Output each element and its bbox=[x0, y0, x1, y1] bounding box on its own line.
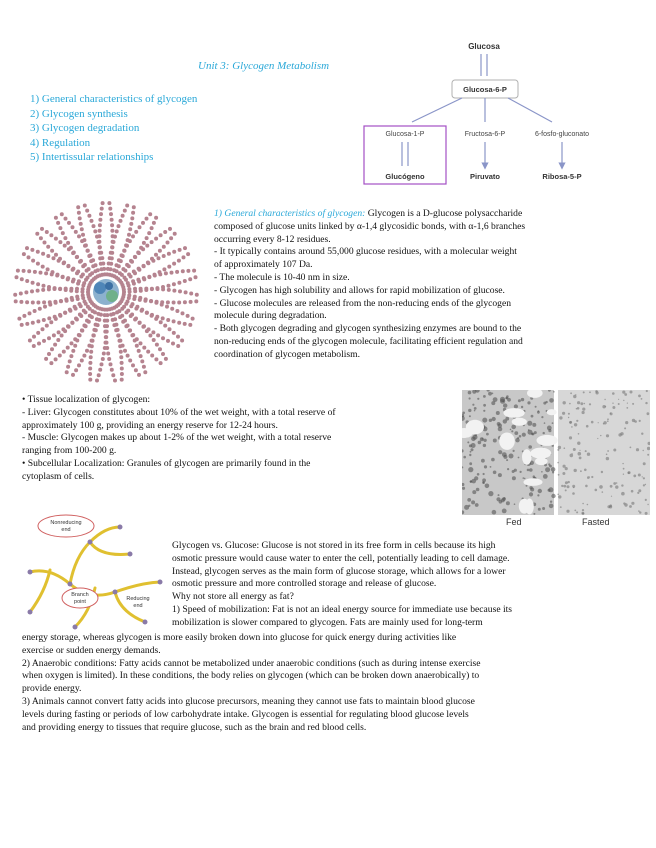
liver-micrograph bbox=[462, 390, 650, 532]
paragraph-line: coordination of glycogen metabolism. bbox=[214, 348, 361, 360]
paragraph-line: mobilization is slower compared to glycogen. Fats are mainly used for long-term bbox=[172, 616, 483, 628]
toc-item: 4) Regulation bbox=[30, 136, 91, 149]
svg-text:point: point bbox=[74, 599, 86, 605]
toc-item: 2) Glycogen synthesis bbox=[30, 107, 128, 120]
paragraph-line: non-reducing ends of the glycogen molecule, facilitating efficient regulation and bbox=[214, 335, 523, 347]
paragraph-line: molecule during degradation. bbox=[214, 310, 327, 322]
paragraph-line: - Glucose molecules are released from the non-reducing ends of the glycogen bbox=[214, 297, 512, 309]
flow-node-f6p: Fructosa-6-P bbox=[464, 131, 506, 138]
micrograph-label-fed: Fed bbox=[506, 517, 522, 527]
paragraph-line: • Tissue localization of glycogen: bbox=[22, 394, 151, 405]
section-general-characteristics bbox=[214, 208, 632, 362]
paragraph-line: of approximately 107 Da. bbox=[214, 259, 313, 271]
paragraph-line: occurring every 8-12 residues. bbox=[214, 233, 331, 245]
paragraph-line: - Muscle: Glycogen makes up about 1-2% of the wet weight, with a total reserve bbox=[22, 432, 332, 444]
flow-node-glucogeno: Glucógeno bbox=[385, 172, 425, 181]
section-glycogen-vs-glucose bbox=[172, 540, 630, 630]
paragraph-line: Why not store all energy as fat? bbox=[172, 591, 294, 603]
toc-item: 1) General characteristics of glycogen bbox=[30, 93, 198, 105]
flow-node-g1p: Glucosa-1-P bbox=[385, 131, 425, 138]
flow-node-piruvato: Piruvato bbox=[469, 172, 501, 181]
paragraph-line: Instead, glycogen serves as the main form of glucose storage, which allows for a lower bbox=[172, 565, 506, 577]
paragraph-line: Glycogen vs. Glucose: Glucose is not stored in its free form in cells because its high bbox=[172, 540, 496, 551]
paragraph-line: osmotic pressure would cause water to enter the cell, potentially leading to cell damage. bbox=[172, 552, 510, 564]
section-tissue-localization bbox=[22, 394, 447, 484]
paragraph-line: - The molecule is 10-40 nm in size. bbox=[214, 271, 350, 283]
label-reducing: Reducing bbox=[126, 596, 150, 602]
paragraph-line: provide energy. bbox=[22, 683, 82, 695]
svg-text:end: end bbox=[133, 603, 143, 609]
paragraph-line: 2) Anaerobic conditions: Fatty acids cannot be metabolized under anaerobic conditions (such as during intense exercise bbox=[22, 657, 481, 669]
glycogen-molecule-illustration bbox=[8, 196, 208, 396]
glycogen-branch-diagram bbox=[20, 512, 170, 634]
glucose-flowchart bbox=[352, 38, 602, 188]
paragraph-line: composed of glucose units linked by α-1,4 glycosidic bonds, with α-1,6 branches bbox=[214, 220, 526, 232]
paragraph-line: approximately 100 g, providing an energy reserve for 12-24 hours. bbox=[22, 419, 278, 431]
section-why-not-fat bbox=[22, 632, 634, 734]
paragraph-line: energy storage, whereas glycogen is more easily broken down into glucose for quick energy during activities like bbox=[22, 632, 457, 643]
paragraph-line: levels during fasting or periods of low carbohydrate intake. Glycogen is essential for regulating blood glucose levels bbox=[22, 708, 469, 720]
paragraph-line: 1) Speed of mobilization: Fat is not an ideal energy source for immediate use because its bbox=[172, 603, 513, 615]
glycogenin-core bbox=[93, 279, 119, 305]
paragraph-line: exercise or sudden energy demands. bbox=[22, 644, 161, 656]
flow-node-ribosa: Ribosa-5-P bbox=[542, 172, 582, 181]
paragraph-line: - Both glycogen degrading and glycogen synthesizing enzymes are bound to the bbox=[214, 323, 522, 335]
document-title: Unit 3: Glycogen Metabolism bbox=[198, 60, 330, 72]
section-heading: 1) General characteristics of glycogen: bbox=[214, 208, 366, 219]
label-nonreducing: Nonreducing bbox=[50, 520, 82, 526]
paragraph-line: osmotic pressure and more controlled storage and release of glucose. bbox=[172, 578, 437, 590]
paragraph-line: • Subcellular Localization: Granules of glycogen are primarily found in the bbox=[22, 457, 311, 469]
label-branch-point: Branch bbox=[71, 592, 89, 598]
table-of-contents bbox=[30, 92, 197, 165]
paragraph-line: and providing energy to tissues that require glucose, such as the brain and red blood cells. bbox=[22, 721, 367, 733]
flow-node-glucosa: Glucosa bbox=[468, 42, 500, 51]
micrograph-label-fasted: Fasted bbox=[582, 517, 610, 527]
paragraph-line: 3) Animals cannot convert fatty acids into glucose precursors, meaning they cannot use fats to maintain blood glucose bbox=[22, 695, 475, 707]
toc-item: 3) Glycogen degradation bbox=[30, 122, 140, 134]
paragraph-line: - It typically contains around 55,000 glucose residues, with a molecular weight bbox=[214, 246, 517, 258]
toc-item: 5) Intertissular relationships bbox=[30, 151, 154, 163]
svg-text:end: end bbox=[61, 527, 71, 533]
paragraph-line: ranging from 100-200 g. bbox=[22, 445, 117, 457]
paragraph-line: when oxygen is limited). In these conditions, the body relies on glycogen (which can be broken down anaerobically) to bbox=[22, 670, 480, 682]
paragraph-line: cytoplasm of cells. bbox=[22, 470, 95, 482]
flow-node-6pg: 6-fosfo-gluconato bbox=[534, 131, 590, 138]
paragraph-line: - Glycogen has high solubility and allows for rapid mobilization of glucose. bbox=[214, 284, 505, 296]
flow-node-g6p: Glucosa-6-P bbox=[463, 85, 507, 94]
paragraph-line: - Liver: Glycogen constitutes about 10% of the wet weight, with a total reserve of bbox=[22, 406, 336, 418]
paragraph-line: Glycogen is a D-glucose polysaccharide bbox=[365, 208, 523, 219]
